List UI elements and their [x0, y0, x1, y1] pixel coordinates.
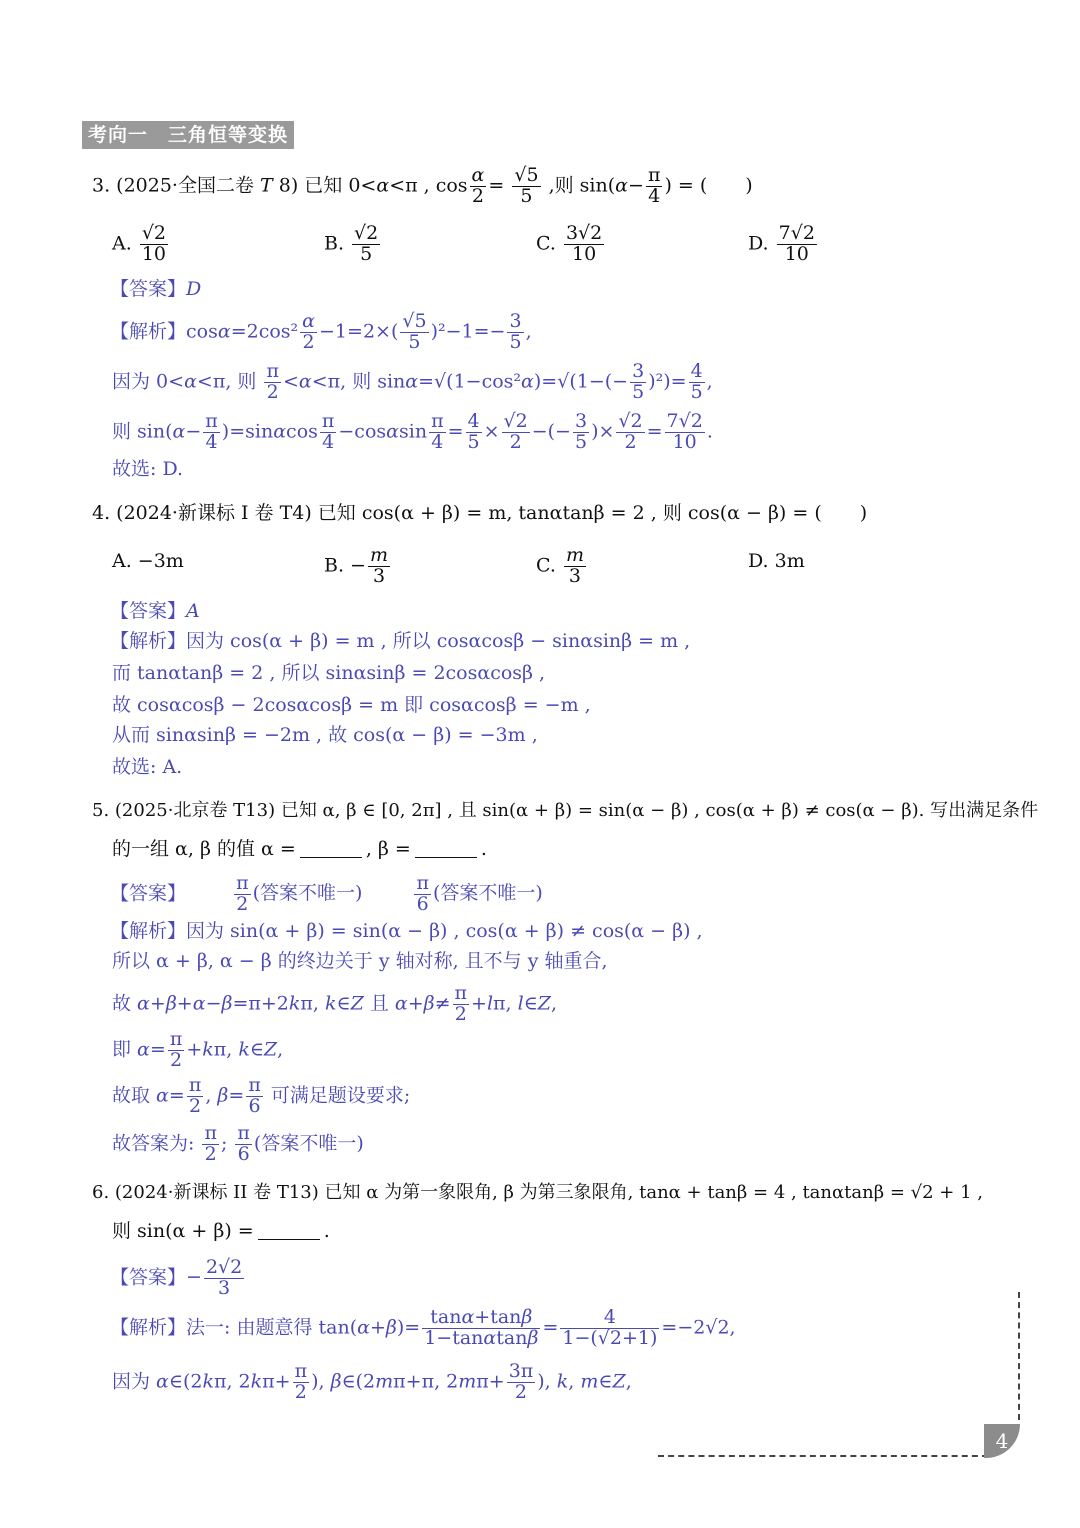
answer-blank-alpha — [300, 837, 362, 858]
analysis-label: 【解析】 — [110, 1316, 187, 1339]
question-5-stem-2: 的一组 α, β 的值 α = , β = . — [112, 838, 487, 860]
q4-option-c: C. $\frac{m}{3}$ — [536, 544, 584, 587]
q4-analysis-line-5: 故选: A. — [112, 756, 183, 778]
q4-analysis-line-4: 从而 sinαsinβ = −2m , 故 cos(α − β) = −3m , — [112, 724, 538, 746]
section-title: 考向一 三角恒等变换 — [82, 121, 294, 149]
question-6-stem-2: 则 sin(α + β) = . — [112, 1220, 330, 1242]
q3-analysis-line-3: 则 sin(α− $\frac{\pi}{4}$ )=sinαcos $\frac{\pi}{4}$ −cosαsin $\frac{\pi}{4}$ = $\frac{4}{5}$ × $\frac{√2}{2}$ −(− $\frac{3}{5}$ )× $\frac{√2}{2}$ = $\frac{7√2}{10}$ . — [112, 410, 713, 453]
question-6-stem-1: 6. (2024·新课标 II 卷 T13) 已知 α 为第一象限角, β 为第三象限角, tanα + tanβ = 4 , tanαtanβ = √2 + 1 , — [92, 1182, 983, 1203]
q5-analysis-line-1: 【解析】因为 sin(α + β) = sin(α − β) , cos(α + β) ≠ cos(α − β) , — [110, 920, 703, 942]
answer-blank-beta — [415, 837, 477, 858]
q5-analysis-line-6: 故答案为: $\frac{\pi}{2}$ ; $\frac{\pi}{6}$ (答案不唯一) — [112, 1122, 364, 1165]
analysis-label: 【解析】 — [110, 320, 187, 343]
q3-option-a: A. $\frac{√2}{10}$ — [112, 222, 167, 265]
question-3-stem: 3. (2025·全国二卷 T 8) 已知 0<α<π , cos $\frac{\alpha}{2}$ = $\frac{√5}{5}$ ,则 sin(α− $\frac{\pi}{4}$ ) = ( ) — [92, 164, 753, 207]
q3-analysis-line-1: 【解析】cosα=2cos² $\frac{\alpha}{2}$ −1=2×( $\frac{√5}{5}$ )²−1=− $\frac{3}{5}$ , — [110, 310, 532, 353]
q4-option-d: D. 3m — [748, 550, 805, 572]
q3-option-c: C. $\frac{3√2}{10}$ — [536, 222, 603, 265]
q5-analysis-line-4: 即 α= $\frac{\pi}{2}$ +kπ, k∈Z, — [112, 1028, 284, 1071]
answer-value: A — [186, 600, 200, 622]
answer-blank — [258, 1219, 320, 1240]
q4-answer — [110, 598, 200, 624]
answer-label: 【答案】 — [110, 278, 187, 300]
q3-analysis-line-4: 故选: D. — [112, 458, 184, 480]
q5-analysis-line-2: 所以 α + β, α − β 的终边关于 y 轴对称, 且不与 y 轴重合, — [112, 950, 608, 972]
q6-answer — [110, 1258, 246, 1299]
page-border-dashed-vertical — [1018, 1292, 1020, 1420]
q5-answer — [110, 874, 543, 915]
answer-value-1: $\frac{\pi}{2}$ (答案不唯一) — [236, 872, 363, 915]
page-border-dashed-horizontal — [658, 1455, 988, 1457]
analysis-label: 【解析】 — [110, 920, 187, 942]
q6-analysis-line-2: 因为 α∈(2kπ, 2kπ+ $\frac{\pi}{2}$ ), β∈(2mπ+π, 2mπ+ $\frac{3\pi}{2}$ ), k, m∈Z, — [112, 1360, 632, 1403]
q3-option-b: B. $\frac{√2}{5}$ — [324, 222, 379, 265]
page-number: 4 — [984, 1424, 1020, 1458]
q4-option-a: A. −3m — [112, 550, 184, 572]
q4-analysis-line-2: 而 tanαtanβ = 2 , 所以 sinαsinβ = 2cosαcosβ , — [112, 662, 546, 684]
question-5-stem-1: 5. (2025·北京卷 T13) 已知 α, β ∈ [0, 2π] , 且 sin(α + β) = sin(α − β) , cos(α + β) ≠ cos(α − β). 写出满足条件 — [92, 800, 1039, 821]
answer-label: 【答案】 — [110, 882, 187, 905]
q5-analysis-line-5: 故取 α= $\frac{\pi}{2}$ , β= $\frac{\pi}{6}$ 可满足题设要求; — [112, 1074, 411, 1117]
answer-value: − $\frac{2√2}{3}$ — [186, 1256, 243, 1299]
q5-analysis-line-3: 故 α+β+α−β=π+2kπ, k∈Z 且 α+β≠ $\frac{\pi}{2}$ +lπ, l∈Z, — [112, 982, 558, 1025]
answer-label: 【答案】 — [110, 1266, 187, 1289]
q6-analysis-line-1: 【解析】法一: 由题意得 tan(α+β)= $\frac{\tan\alpha+\tan\beta}{1-\tan\alpha\tan\beta}$ = $\frac{4}{1-(√2+1)}$ =−2√2, — [110, 1306, 736, 1349]
answer-label: 【答案】 — [110, 600, 187, 622]
q3-answer — [110, 276, 201, 302]
answer-value-2: $\frac{\pi}{6}$ (答案不唯一) — [416, 872, 543, 915]
q4-option-b: B. − $\frac{m}{3}$ — [324, 544, 388, 587]
q4-analysis-line-1: 【解析】因为 cos(α + β) = m , 所以 cosαcosβ − sinαsinβ = m , — [110, 630, 691, 652]
q4-analysis-line-3: 故 cosαcosβ − 2cosαcosβ = m 即 cosαcosβ = −m , — [112, 694, 591, 716]
answer-value: D — [186, 278, 202, 300]
q3-option-d: D. $\frac{7√2}{10}$ — [748, 222, 815, 265]
analysis-label: 【解析】 — [110, 630, 187, 652]
q3-analysis-line-2: 因为 0<α<π, 则 $\frac{\pi}{2}$ <α<π, 则 sinα=√(1−cos²α)=√(1−(− $\frac{3}{5}$ )²)= $\frac{4}{5}$ , — [112, 360, 713, 403]
question-4-stem: 4. (2024·新课标 I 卷 T4) 已知 cos(α + β) = m, tanαtanβ = 2 , 则 cos(α − β) = ( ) — [92, 502, 868, 524]
